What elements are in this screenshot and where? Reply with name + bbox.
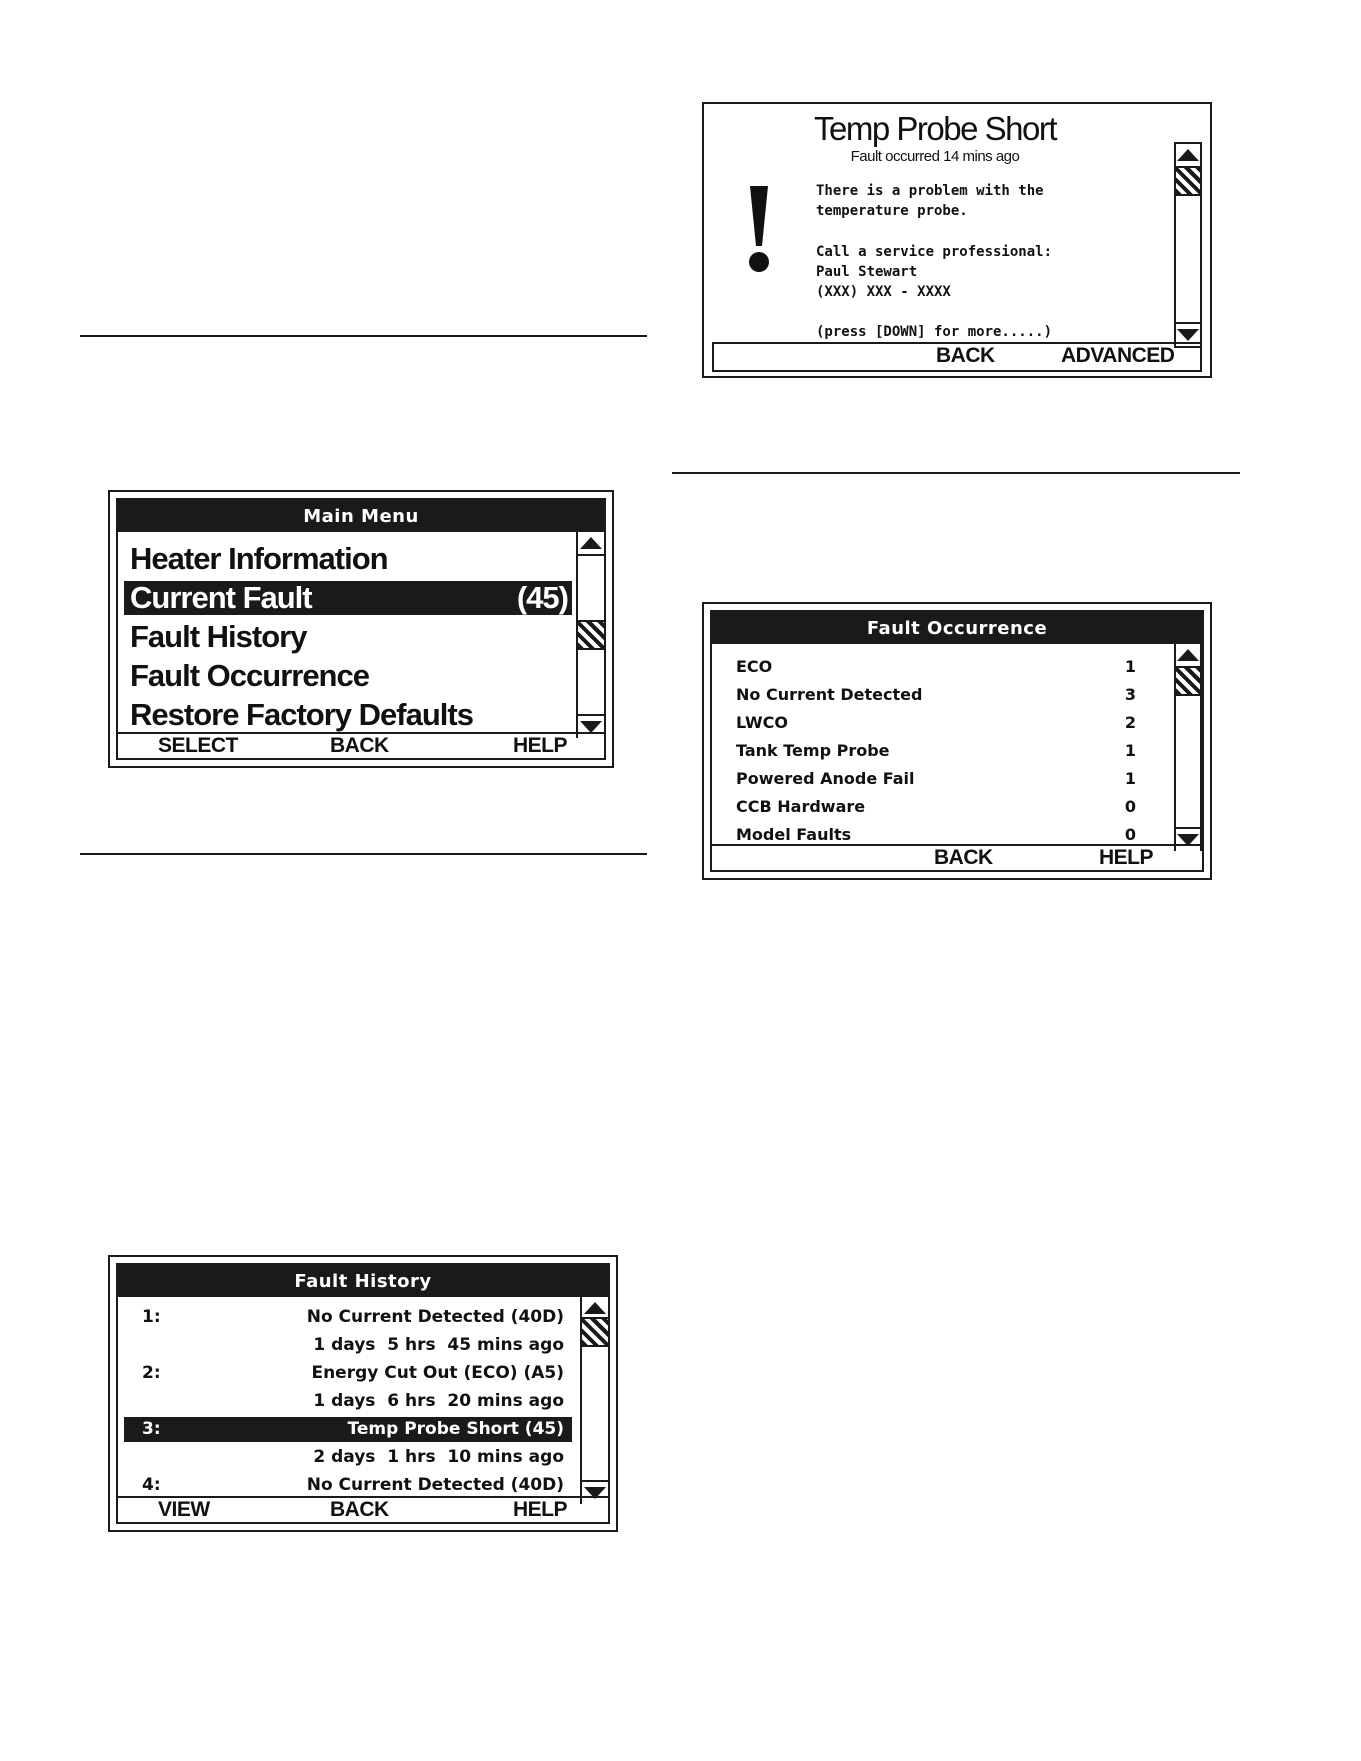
fault-type-label: ECO — [736, 657, 773, 676]
fault-history-entry-3-time — [124, 1445, 572, 1470]
more-info-hint: (press [DOWN] for more.....) — [816, 324, 1053, 340]
fault-occurrence-scrollbar[interactable] — [1174, 644, 1202, 851]
service-contact-name: Paul Stewart — [816, 264, 918, 280]
entry-time-ago: 1 days 5 hrs 45 mins ago — [313, 1335, 564, 1355]
entry-number: 3: — [142, 1419, 161, 1439]
select-softkey[interactable]: SELECT — [158, 734, 238, 757]
scroll-up-arrow-icon — [1177, 149, 1199, 161]
menu-item-restore-factory-defaults[interactable] — [124, 698, 572, 732]
menu-item-label: Heater Information — [130, 541, 388, 576]
fault-history-entry-2-time — [124, 1389, 572, 1414]
fault-count-value: 2 — [1124, 713, 1136, 732]
scroll-up-arrow-icon — [580, 537, 602, 549]
entry-fault-name: No Current Detected (40D) — [306, 1475, 564, 1495]
scrollbar-thumb-icon[interactable] — [1176, 166, 1200, 196]
fault-history-entry-4[interactable] — [124, 1473, 572, 1498]
scroll-up-arrow-icon — [1177, 649, 1199, 661]
advanced-softkey[interactable]: ADVANCED — [1061, 344, 1175, 367]
occurrence-row-lwco — [736, 710, 1136, 735]
entry-fault-name: Energy Cut Out (ECO) (A5) — [311, 1363, 564, 1383]
section-divider — [80, 335, 647, 337]
scroll-up-button[interactable] — [578, 532, 604, 556]
current-fault-screen — [702, 102, 1212, 378]
view-softkey[interactable]: VIEW — [158, 1498, 210, 1521]
fault-type-label: LWCO — [736, 713, 788, 732]
help-softkey[interactable]: HELP — [1099, 846, 1154, 869]
scrollbar-thumb-icon[interactable] — [1176, 666, 1200, 696]
current-fault-scrollbar[interactable] — [1174, 142, 1202, 348]
help-softkey[interactable]: HELP — [513, 1498, 568, 1521]
scroll-up-button[interactable] — [1176, 144, 1200, 168]
fault-type-label: No Current Detected — [736, 685, 923, 704]
fault-title: Temp Probe Short — [814, 110, 1056, 147]
entry-fault-name: Temp Probe Short (45) — [347, 1419, 564, 1439]
help-softkey[interactable]: HELP — [513, 734, 568, 757]
main-menu-scrollbar[interactable] — [576, 532, 604, 738]
fault-type-label: Tank Temp Probe — [736, 741, 890, 760]
fault-message-line: There is a problem with the — [816, 183, 1044, 199]
menu-item-label: Current Fault — [130, 580, 312, 615]
fault-history-frame — [116, 1263, 610, 1524]
scrollbar-thumb-icon[interactable] — [578, 620, 604, 650]
menu-item-label: Restore Factory Defaults — [130, 697, 473, 732]
menu-item-fault-history[interactable] — [124, 620, 572, 654]
menu-item-current-fault[interactable] — [124, 581, 572, 615]
main-menu-title: Main Menu — [118, 500, 604, 532]
fault-count-value: 1 — [1124, 769, 1136, 788]
scroll-down-arrow-icon — [1177, 329, 1199, 341]
fault-type-label: Model Faults — [736, 825, 852, 844]
fault-type-label: CCB Hardware — [736, 797, 866, 816]
occurrence-row-no-current-detected — [736, 682, 1136, 707]
menu-item-heater-information[interactable] — [124, 542, 572, 576]
entry-number: 4: — [142, 1475, 161, 1495]
service-call-prompt: Call a service professional: — [816, 244, 1053, 260]
back-softkey[interactable]: BACK — [936, 344, 995, 367]
occurrence-row-eco — [736, 654, 1136, 679]
section-divider — [672, 472, 1240, 474]
fault-type-label: Powered Anode Fail — [736, 769, 915, 788]
occurrence-row-powered-anode-fail — [736, 766, 1136, 791]
fault-count-value: 1 — [1124, 657, 1136, 676]
fault-history-entry-2[interactable] — [124, 1361, 572, 1386]
fault-history-scrollbar[interactable] — [580, 1297, 608, 1504]
fault-count-value: 1 — [1124, 741, 1136, 760]
fault-count-value: 0 — [1124, 825, 1136, 844]
current-fault-frame — [708, 106, 1206, 372]
entry-number: 2: — [142, 1363, 161, 1383]
back-softkey[interactable]: BACK — [330, 734, 389, 757]
entry-time-ago: 2 days 1 hrs 10 mins ago — [313, 1447, 564, 1467]
fault-time-subtitle: Fault occurred 14 mins ago — [850, 148, 1020, 165]
fault-count-badge: (45) — [516, 580, 568, 615]
main-menu-softkeys — [118, 732, 604, 758]
entry-time-ago: 1 days 6 hrs 20 mins ago — [313, 1391, 564, 1411]
back-softkey[interactable]: BACK — [934, 846, 993, 869]
section-divider — [80, 853, 647, 855]
exclamation-icon — [746, 184, 772, 274]
fault-occurrence-softkeys — [712, 844, 1202, 870]
fault-occurrence-title: Fault Occurrence — [712, 612, 1202, 644]
fault-history-softkeys — [118, 1496, 608, 1522]
occurrence-row-ccb-hardware — [736, 794, 1136, 819]
fault-history-screen — [108, 1255, 618, 1532]
menu-item-fault-occurrence[interactable] — [124, 659, 572, 693]
fault-history-title: Fault History — [118, 1265, 608, 1297]
service-contact-phone: (XXX) XXX - XXXX — [816, 284, 951, 300]
fault-history-entry-1[interactable] — [124, 1305, 572, 1330]
menu-item-label: Fault History — [130, 619, 307, 654]
scroll-up-arrow-icon — [584, 1302, 606, 1314]
current-fault-softkeys — [712, 342, 1202, 372]
fault-message-line: temperature probe. — [816, 203, 968, 219]
main-menu-frame — [116, 498, 606, 760]
occurrence-row-tank-temp-probe — [736, 738, 1136, 763]
fault-history-entry-3[interactable] — [124, 1417, 572, 1442]
entry-number: 1: — [142, 1307, 161, 1327]
main-menu-screen — [108, 490, 614, 768]
fault-count-value: 0 — [1124, 797, 1136, 816]
scrollbar-thumb-icon[interactable] — [582, 1317, 608, 1347]
fault-occurrence-screen — [702, 602, 1212, 880]
entry-fault-name: No Current Detected (40D) — [306, 1307, 564, 1327]
scroll-up-button[interactable] — [1176, 644, 1200, 668]
menu-item-label: Fault Occurrence — [130, 658, 369, 693]
fault-count-value: 3 — [1124, 685, 1136, 704]
fault-history-entry-1-time — [124, 1333, 572, 1358]
fault-occurrence-frame — [710, 610, 1204, 872]
back-softkey[interactable]: BACK — [330, 1498, 389, 1521]
